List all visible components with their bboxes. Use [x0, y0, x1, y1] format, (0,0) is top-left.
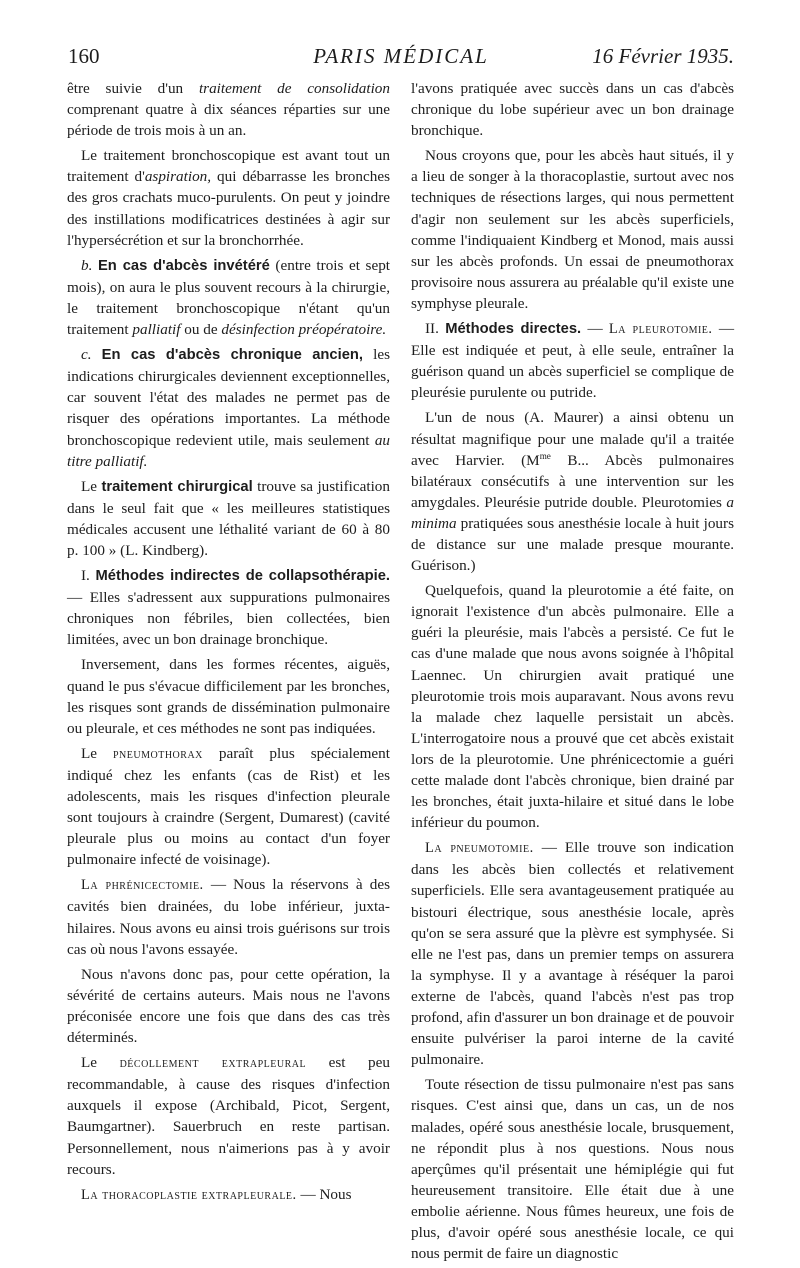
paragraph: c. En cas d'abcès chronique ancien, les indications chirurgicales deviennent exceptionnelles, car souvent l'état des malades ne permet pas de risquer des opérations importantes. La méthode bronchoscopique redevient utile, mais seulement au titre palliatif. [67, 346, 391, 470]
paragraph: Le traitement chirurgical trouve sa justification dans le seul fait que « les meilleures statistiques médicales accusent une léthalité variant de 60 à 80 p. 100 » (L. Kindberg). [67, 477, 390, 559]
section-heading: En cas d'abcès invétéré [97, 257, 270, 274]
section-heading: En cas d'abcès chronique ancien, [101, 347, 364, 364]
paragraph: Nous n'avons donc pas, pour cette opération, la sévérité de certains auteurs. Mais nous ne l'avons préconisée encore une fois que dans des cas très déterminés. [67, 965, 390, 1047]
paragraph: L'un de nous (A. Maurer) a ainsi obtenu un résultat magnifique pour une malade qu'il a traitée avec Harvier. ($M^{me}$ B... Abcès pulmonaires bilatéraux consécutifs à une intervention sur les amygdales. Pleurésie putride double. Pleurotomies a minima pratiquées sous anesthésie locale à huit jours de distance sur une malade presque mourante. Guérison.) [411, 409, 734, 575]
paragraph: II. Méthodes directes. — La pleurotomie. — Elle est indiquée et peut, à elle seule, entraîner la guérison quand un abcès superficiel se complique de pleurésie purulente ou putride. [411, 320, 734, 402]
paragraph: Inversement, dans les formes récentes, aiguës, quand le pus s'évacue difficilement par les bronches, les risques sont grands de dissémination pulmonaire ou pleurale, et ces méthodes ne sont pas indiquées. [67, 656, 390, 737]
issue-date: 16 Février 1935. [592, 44, 734, 68]
paragraph: Le décollement extrapleural est peu recommandable, à cause des risques d'infection auxquels il expose (Archibald, Picot, Sergent, Baumgartner). Sauerbruch en reste partisan. Personnellement, nous n'aimerions pas à y avoir recours. [67, 1054, 390, 1178]
journal-title: PARIS MÉDICAL [313, 44, 489, 68]
section-heading: Méthodes directes. [445, 321, 582, 338]
paragraph: Quelquefois, quand la pleurotomie a été faite, on ignorait l'existence d'un abcès pulmonaire. Elle a guéri la pleurésie, mais l'abcès a persisté. Ce fut le cas d'une malade que nous avons soignée à l'hôpital Laennec. Un chirurgien avait pratiqué une pleurotomie trois mois auparavant. Nous avons revu la malade chez laquelle persistait un abcès. L'interrogatoire nous a prouvé que cet abcès existait lors de la pleurotomie. Une phrénicectomie a guéri cette malade dont l'abcès chronique, bien drainé par les bronches, était juxta-hilaire et situé dans le lobe inférieur du poumon. [411, 582, 734, 832]
left-column [67, 78, 390, 1210]
right-column [411, 78, 734, 1268]
paragraph: Le traitement bronchoscopique est avant tout un traitement d'aspiration, qui débarrasse les bronches des gros crachats muco-purulents. On peut y joindre des instillations modificatrices destinées à agir sur l'hypersécrétion et sur la bronchorrhée. [67, 147, 390, 249]
paragraph: être suivie d'un traitement de consolidation comprenant quatre à dix séances réparties sur une période de trois mois à un an. [67, 80, 390, 140]
paragraph: I. Méthodes indirectes de collapsothérapie. — Elles s'adressent aux suppurations pulmonaires chroniques non fébriles, bien collectées, bien limitées, avec un bon drainage bronchique. [67, 567, 390, 649]
paragraph: La phrénicectomie. — Nous la réservons à des cavités bien drainées, du lobe inférieur, juxta-hilaires. Nous avons eu ainsi trois guérisons sur trois cas où nous l'avons essayée. [67, 876, 390, 958]
paragraph: Nous croyons que, pour les abcès haut situés, il y a lieu de songer à la thoracoplastie, surtout avec nos techniques de résections larges, qui nous permettent d'agir non seulement sur les abcès superficiels, comme l'indiquaient Kindberg et Monod, mais aussi sur les abcès profonds. Un essai de pneumothorax provisoire nous assurera au préalable qu'il existe une symphyse pleurale. [411, 147, 734, 312]
section-heading: traitement chirurgical [101, 478, 253, 495]
page-header [68, 44, 734, 74]
paragraph: Le pneumothorax paraît plus spécialement indiqué chez les enfants (cas de Rist) et les adolescents, mais les risques d'infection pleurale sont toujours à craindre (Sergent, Dumarest) (cavité pleurale plus ou moins au contact d'un foyer pulmonaire infecté de voisinage). [67, 744, 390, 869]
section-heading: Méthodes indirectes de collapsothérapie. [95, 568, 390, 585]
paragraph: l'avons pratiquée avec succès dans un cas d'abcès chronique du lobe supérieur avec un bon drainage bronchique. [411, 80, 734, 140]
paragraph: Toute résection de tissu pulmonaire n'est pas sans risques. C'est ainsi que, dans un cas, un de nos malades, opéré sous anesthésie locale, brusquement, ne répondit plus à nos questions. Nous nous aperçûmes qu'il présentait une hémiplégie qui fut heureusement transitoire. Elle était due à une embolie aérienne. Nous fûmes heureux, une fois de plus, d'avoir opéré sous anesthésie locale, ce qui nous permit de faire un diagnostic [411, 1076, 734, 1263]
paragraph: b. En cas d'abcès invétéré (entre trois et sept mois), on aura le plus souvent recours à la chirurgie, le traitement bronchoscopique n'étant qu'un traitement palliatif ou de désinfection préopératoire. [67, 256, 391, 339]
page-number: 160 [68, 44, 100, 68]
paragraph: La pneumotomie. — Elle trouve son indication dans les abcès bien collectés et relativement superficiels. Elle sera avantageusement pratiquée au bistouri électrique, sous anesthésie locale, après qu'on se sera assuré que la plèvre est symphysée. Si elle ne l'est pas, dans un premier temps on assurera la symphyse. Il y a avantage à réséquer la paroi externe de l'abcès, quand l'abcès n'est pas trop profond, afin d'assurer un bon drainage et de pouvoir ensuite pulvériser la paroi interne de la cavité pulmonaire. [411, 839, 735, 1069]
paragraph: La thoracoplastie extrapleurale. — Nous [81, 1185, 352, 1203]
